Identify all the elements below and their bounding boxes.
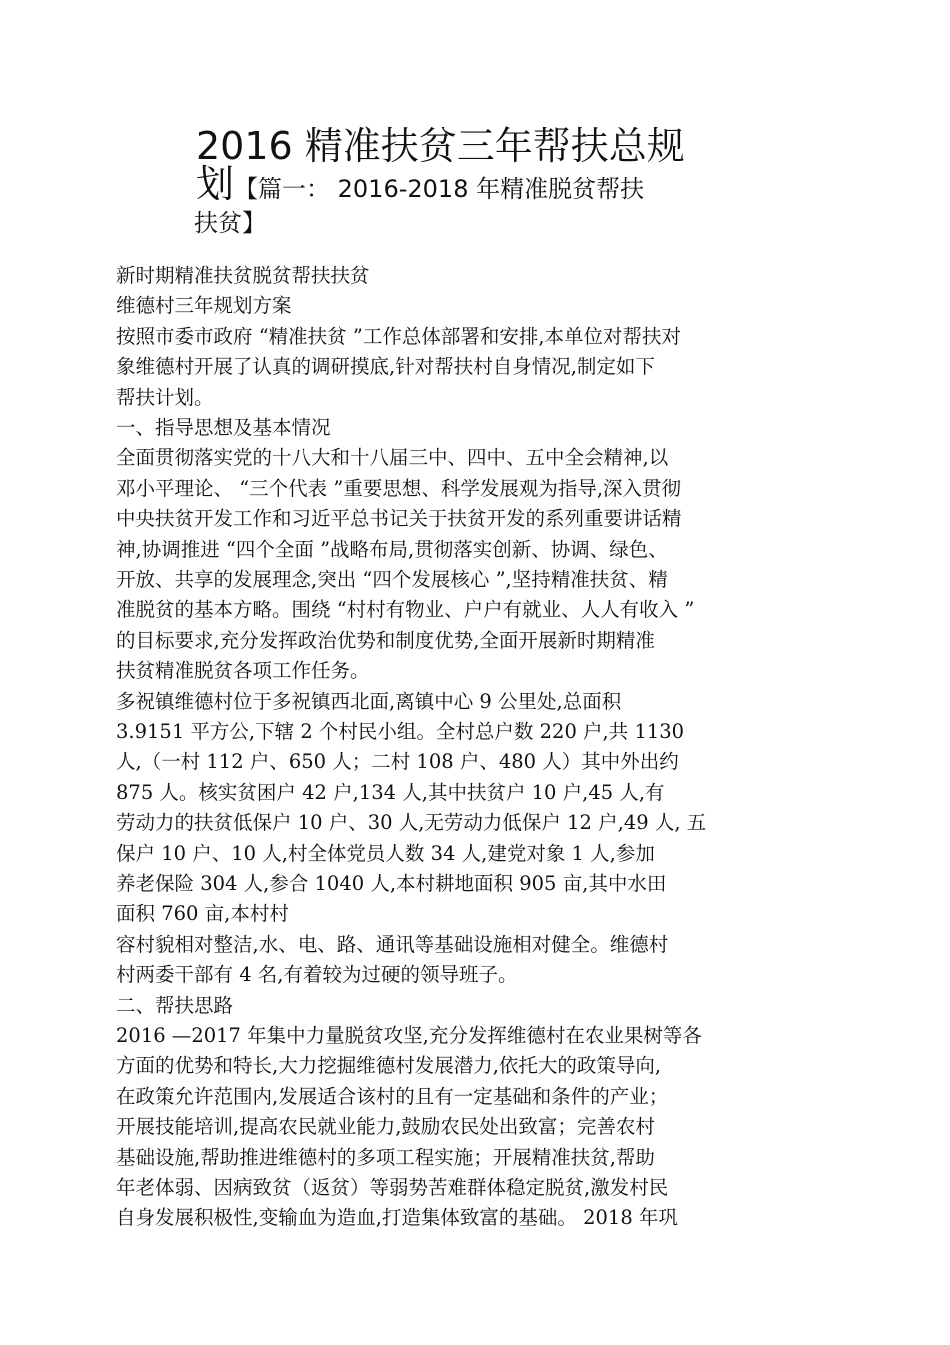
body-line: 全面贯彻落实党的十八大和十八届三中、四中、五中全会精神,以 <box>116 446 669 469</box>
section-heading: 二、帮扶思路 <box>116 994 234 1017</box>
body-line: 维德村三年规划方案 <box>116 294 292 317</box>
body-line: 劳动力的扶贫低保户 10 户、30 人,无劳动力低保户 12 户,49 人, 五 <box>116 811 707 834</box>
body-line: 养老保险 304 人,参合 1040 人,本村耕地面积 905 亩,其中水田 <box>116 872 667 895</box>
body-line: 准脱贫的基本方略。围绕 “村村有物业、户户有就业、人人有收入 ” <box>116 598 695 621</box>
body-line: 容村貌相对整洁,水、电、路、通讯等基础设施相对健全。维德村 <box>116 933 669 956</box>
body-line: 扶贫精准脱贫各项工作任务。 <box>116 659 370 682</box>
document-title-line2-big: 划 <box>196 162 235 206</box>
body-line: 保户 10 户、10 人,村全体党员人数 34 人,建党对象 1 人,参加 <box>116 842 655 865</box>
body-line: 方面的优势和特长,大力挖掘维德村发展潜力,依托大的政策导向, <box>116 1054 662 1077</box>
body-line: 开展技能培训,提高农民就业能力,鼓励农民处出致富；完善农村 <box>116 1115 655 1138</box>
section-heading: 一、指导思想及基本情况 <box>116 416 331 439</box>
document-title-line3: 扶贫】 <box>194 209 266 237</box>
body-line: 邓小平理论、 “三个代表 ”重要思想、科学发展观为指导,深入贯彻 <box>116 477 682 500</box>
body-line: 人,（一村 112 户、650 人；二村 108 户、480 人）其中外出约 <box>116 750 679 773</box>
body-line: 帮扶计划。 <box>116 386 214 409</box>
body-line: 面积 760 亩,本村村 <box>116 902 289 925</box>
document-title-line2-small: 【篇一： 2016-2018 年精准脱贫帮扶 <box>234 175 645 203</box>
body-line: 中央扶贫开发工作和习近平总书记关于扶贫开发的系列重要讲话精 <box>116 507 682 530</box>
body-line: 多祝镇维德村位于多祝镇西北面,离镇中心 9 公里处,总面积 <box>116 690 622 713</box>
body-line: 自身发展积极性,变输血为造血,打造集体致富的基础。 2018 年巩 <box>116 1206 678 1229</box>
document-title-line2 <box>196 162 644 206</box>
body-line: 新时期精准扶贫脱贫帮扶扶贫 <box>116 264 370 287</box>
body-line: 开放、共享的发展理念,突出 “四个发展核心 ”,坚持精准扶贫、精 <box>116 568 668 591</box>
body-line: 875 人。核实贫困户 42 户,134 人,其中扶贫户 10 户,45 人,有 <box>116 781 665 804</box>
body-line: 在政策允许范围内,发展适合该村的且有一定基础和条件的产业； <box>116 1085 669 1108</box>
body-line: 年老体弱、因病致贫（返贫）等弱势苦难群体稳定脱贫,激发村民 <box>116 1176 669 1199</box>
body-line: 的目标要求,充分发挥政治优势和制度优势,全面开展新时期精准 <box>116 629 655 652</box>
body-line: 基础设施,帮助推进维德村的多项工程实施；开展精准扶贫,帮助 <box>116 1146 655 1169</box>
body-line: 3.9151 平方公,下辖 2 个村民小组。全村总户数 220 户,共 1130 <box>116 720 685 743</box>
body-line: 村两委干部有 4 名,有着较为过硬的领导班子。 <box>116 963 518 986</box>
body-line: 按照市委市政府 “精准扶贫 ”工作总体部署和安排,本单位对帮扶对 <box>116 325 682 348</box>
body-line: 2016 —2017 年集中力量脱贫攻坚,充分发挥维德村在农业果树等各 <box>116 1024 702 1047</box>
body-line: 神,协调推进 “四个全面 ”战略布局,贯彻落实创新、协调、绿色、 <box>116 538 668 561</box>
body-line: 象维德村开展了认真的调研摸底,针对帮扶村自身情况,制定如下 <box>116 355 655 378</box>
document-title-line1: 2016 精准扶贫三年帮扶总规 <box>196 124 685 168</box>
